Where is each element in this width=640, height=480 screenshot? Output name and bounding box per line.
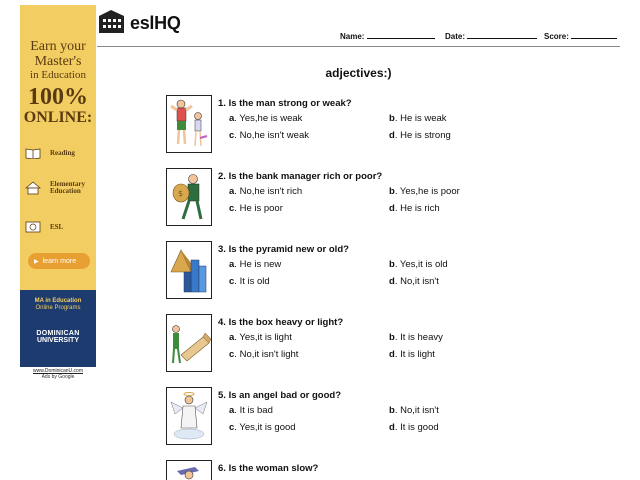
banner-line2: Online Programs — [35, 305, 81, 311]
question-3 — [166, 241, 626, 301]
option-b[interactable]: b. He is weak — [389, 113, 447, 124]
ad-item-label: ESL — [50, 223, 64, 231]
option-c[interactable]: c. No,he isn't weak — [229, 130, 309, 141]
option-d[interactable]: d. He is strong — [389, 130, 451, 141]
option-c[interactable]: c. It is old — [229, 276, 270, 287]
option-a[interactable]: a. Yes,it is light — [229, 332, 292, 343]
svg-text:$: $ — [178, 189, 184, 198]
score-label: Score: — [544, 32, 569, 41]
university-word: UNIVERSITY — [36, 337, 79, 344]
date-label: Date: — [445, 32, 466, 41]
date-line — [467, 30, 537, 39]
learn-more-label: learn more — [42, 257, 77, 265]
name-field[interactable] — [340, 30, 435, 41]
learn-more-button[interactable] — [28, 253, 90, 269]
building-icon — [97, 7, 127, 40]
education-ad[interactable] — [20, 5, 96, 367]
ad-banner[interactable] — [20, 290, 96, 367]
question-6 — [166, 460, 626, 480]
option-b[interactable]: b. Yes,it is old — [389, 259, 448, 270]
box-picture — [166, 314, 212, 372]
eslhq-logo[interactable] — [97, 7, 181, 40]
worksheet-title: adjectives:) — [325, 66, 392, 80]
ad-headline — [20, 5, 96, 126]
logo-text: eslHQ — [130, 13, 181, 33]
option-c[interactable]: c. No,it isn't light — [229, 349, 299, 360]
option-b[interactable]: b. No,it isn't — [389, 405, 439, 416]
question-text: 5. Is an angel bad or good? — [218, 390, 342, 401]
woman-picture — [166, 460, 212, 480]
option-d[interactable]: d. No,it isn't — [389, 276, 439, 287]
option-b[interactable]: b. It is heavy — [389, 332, 443, 343]
ad-line-masters: Master's — [34, 54, 82, 69]
name-line — [367, 30, 435, 39]
option-a[interactable]: a. He is new — [229, 259, 282, 270]
school-icon — [24, 181, 42, 195]
bank-manager-picture — [166, 168, 212, 226]
question-text: 4. Is the box heavy or light? — [218, 317, 344, 328]
option-c[interactable]: c. Yes,it is good — [229, 422, 296, 433]
pyramid-picture — [166, 241, 212, 299]
option-a[interactable]: a. It is bad — [229, 405, 273, 416]
score-line — [571, 30, 617, 39]
question-5 — [166, 387, 626, 447]
ads-by-google: Ads by Google — [41, 374, 75, 380]
option-d[interactable]: d. It is good — [389, 422, 439, 433]
university-name: DOMINICAN — [36, 330, 80, 337]
ad-line-earn: Earn your — [30, 39, 86, 54]
question-1 — [166, 95, 626, 155]
question-text: 6. Is the woman slow? — [218, 463, 319, 474]
globe-icon — [24, 220, 42, 234]
question-2 — [166, 168, 626, 228]
question-4 — [166, 314, 626, 374]
ad-item-elementary[interactable] — [24, 181, 88, 195]
option-b[interactable]: b. Yes,he is poor — [389, 186, 460, 197]
score-field[interactable] — [544, 30, 617, 41]
arrow-icon: ▶ — [34, 258, 39, 265]
option-a[interactable]: a. No,he isn't rich — [229, 186, 303, 197]
option-d[interactable]: d. It is light — [389, 349, 435, 360]
banner-line1: MA in Education — [34, 298, 82, 304]
name-label: Name: — [340, 32, 365, 41]
ad-item-label: Elementary Education — [50, 180, 85, 195]
ad-item-esl[interactable] — [24, 220, 63, 234]
ad-line-education: in Education — [30, 69, 86, 81]
ad-item-label: Reading — [50, 149, 75, 157]
ad-caption — [20, 368, 96, 380]
ad-item-reading[interactable] — [24, 146, 75, 160]
option-c[interactable]: c. He is poor — [229, 203, 283, 214]
ad-url-link[interactable]: www.DominicanU.com — [32, 368, 83, 374]
ad-online: ONLINE: — [23, 109, 93, 126]
book-icon — [24, 146, 42, 160]
option-a[interactable]: a. Yes,he is weak — [229, 113, 303, 124]
angel-picture — [166, 387, 212, 445]
ad-percent: 100% — [28, 84, 88, 110]
strong-weak-men-picture — [166, 95, 212, 153]
question-text: 2. Is the bank manager rich or poor? — [218, 171, 383, 182]
option-d[interactable]: d. He is rich — [389, 203, 440, 214]
question-text: 1. Is the man strong or weak? — [218, 98, 352, 109]
question-text: 3. Is the pyramid new or old? — [218, 244, 349, 255]
date-field[interactable] — [445, 30, 537, 41]
header-divider — [97, 46, 620, 47]
